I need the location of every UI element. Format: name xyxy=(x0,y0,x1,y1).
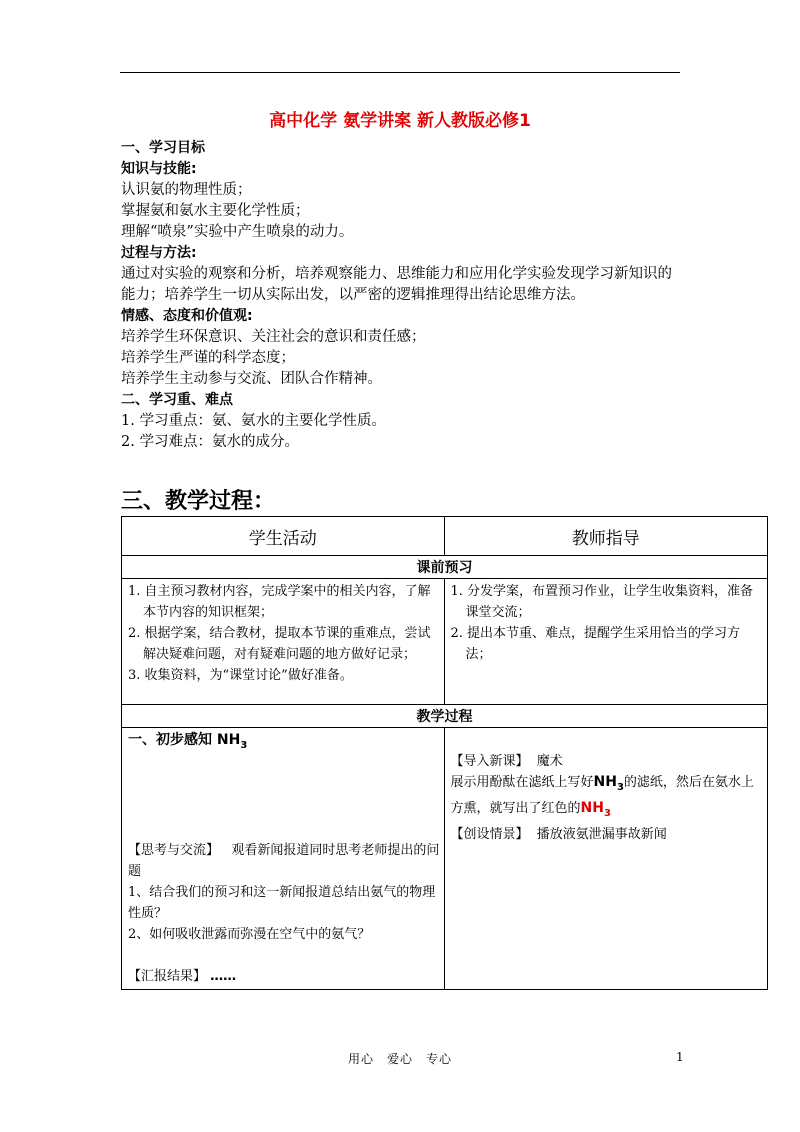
report-tag: 【汇报结果】 xyxy=(128,968,207,984)
key-item: 1. 学习重点：氨、氨水的主要化学性质。 xyxy=(121,413,386,429)
page-title: 高中化学 氨学讲案 新人教版必修1 xyxy=(269,111,531,131)
emotion-heading: 情感、态度和价值观: xyxy=(121,308,253,324)
table-row xyxy=(122,579,768,705)
spacer xyxy=(451,730,764,751)
list-item: 2. 根据学案，结合教材，提取本节课的重难点，尝试解决疑难问题，对有疑难问题的地方做好记录； xyxy=(128,626,431,662)
scene-line xyxy=(451,824,764,845)
preview-student-cell xyxy=(122,579,445,705)
process-teacher-cell xyxy=(444,728,768,990)
list-item: 2. 提出本节重、难点，提醒学生采用恰当的学习方法； xyxy=(450,626,741,662)
preview-teacher-cell xyxy=(444,579,768,705)
process-heading: 过程与方法: xyxy=(121,245,197,261)
intro-line xyxy=(451,751,764,772)
knowledge-heading: 知识与技能: xyxy=(121,161,197,177)
emotion-item: 培养学生主动参与交流、团队合作精神。 xyxy=(121,371,382,387)
header-rule xyxy=(120,72,680,73)
process-text: 通过对实验的观察和分析，培养观察能力、思维能力和应用化学实验发现学习新知识的能力；培养学生一切从实际出发，以严密的逻辑推理得出结论思维方法。 xyxy=(121,266,672,303)
think-exchange xyxy=(128,840,440,882)
table-section-row xyxy=(122,705,768,728)
key-item: 2. 学习难点：氨水的成分。 xyxy=(121,434,299,450)
emotion-item: 培养学生严谨的科学态度； xyxy=(121,350,295,366)
document-body xyxy=(121,138,681,453)
student-part-heading: 一、初步感知 $NH_3$ xyxy=(128,732,248,751)
demo-text: 展示用酚酞在滤纸上写好$NH_3$的滤纸，然后在氨水上方熏，就写出了红色的$NH_3$ xyxy=(450,774,754,819)
teaching-table xyxy=(121,516,768,990)
list-item: 1. 自主预习教材内容，完成学案中的相关内容，了解本节内容的知识框架； xyxy=(128,584,431,620)
list-item: 3. 收集资料，为“课堂讨论”做好准备。 xyxy=(128,668,353,683)
preview-section-label: 课前预习 xyxy=(122,556,768,579)
list-item: 1. 分发学案，布置预习作业，让学生收集资料，准备课堂交流； xyxy=(450,584,754,620)
spacer xyxy=(128,945,440,966)
key-heading: 二、学习重、难点 xyxy=(121,392,233,408)
spacer xyxy=(128,756,440,840)
teaching-process-heading: 三、教学过程： xyxy=(121,489,276,514)
page-number: 1 xyxy=(676,1050,684,1064)
intro-text: 魔术 xyxy=(536,754,563,769)
column-student-header: 学生活动 xyxy=(122,517,445,556)
think-tag: 【思考与交流】 xyxy=(128,842,220,858)
red-nh3: $NH_3$ xyxy=(580,799,611,819)
question-item: 1、结合我们的预习和这一新闻报道总结出氨气的物理性质？ xyxy=(128,884,436,921)
table-section-row xyxy=(122,556,768,579)
table-header-row xyxy=(122,517,768,556)
knowledge-item: 掌握氨和氨水主要化学性质； xyxy=(121,203,310,219)
footer-motto: 用心 爱心 专心 xyxy=(347,1052,452,1066)
column-teacher-header: 教师指导 xyxy=(444,517,768,556)
process-section-label: 教学过程 xyxy=(122,705,768,728)
goals-heading: 一、学习目标 xyxy=(121,140,205,156)
knowledge-item: 认识氨的物理性质； xyxy=(121,182,252,198)
report-line xyxy=(128,966,440,987)
intro-tag: 【导入新课】 xyxy=(450,754,529,769)
knowledge-item: 理解“喷泉”实验中产生喷泉的动力。 xyxy=(121,224,354,240)
report-text: …… xyxy=(210,968,237,984)
table-row xyxy=(122,728,768,990)
question-item: 2、如何吸收泄露而弥漫在空气中的氨气？ xyxy=(128,926,371,942)
scene-text: 播放液氨泄漏事故新闻 xyxy=(536,826,667,842)
process-student-cell xyxy=(122,728,445,990)
think-text: 观看新闻报道同时思考老师提出的问题 xyxy=(128,842,440,879)
emotion-item: 培养学生环保意识、关注社会的意识和责任感； xyxy=(121,329,426,345)
scene-tag: 【创设情景】 xyxy=(450,826,529,842)
